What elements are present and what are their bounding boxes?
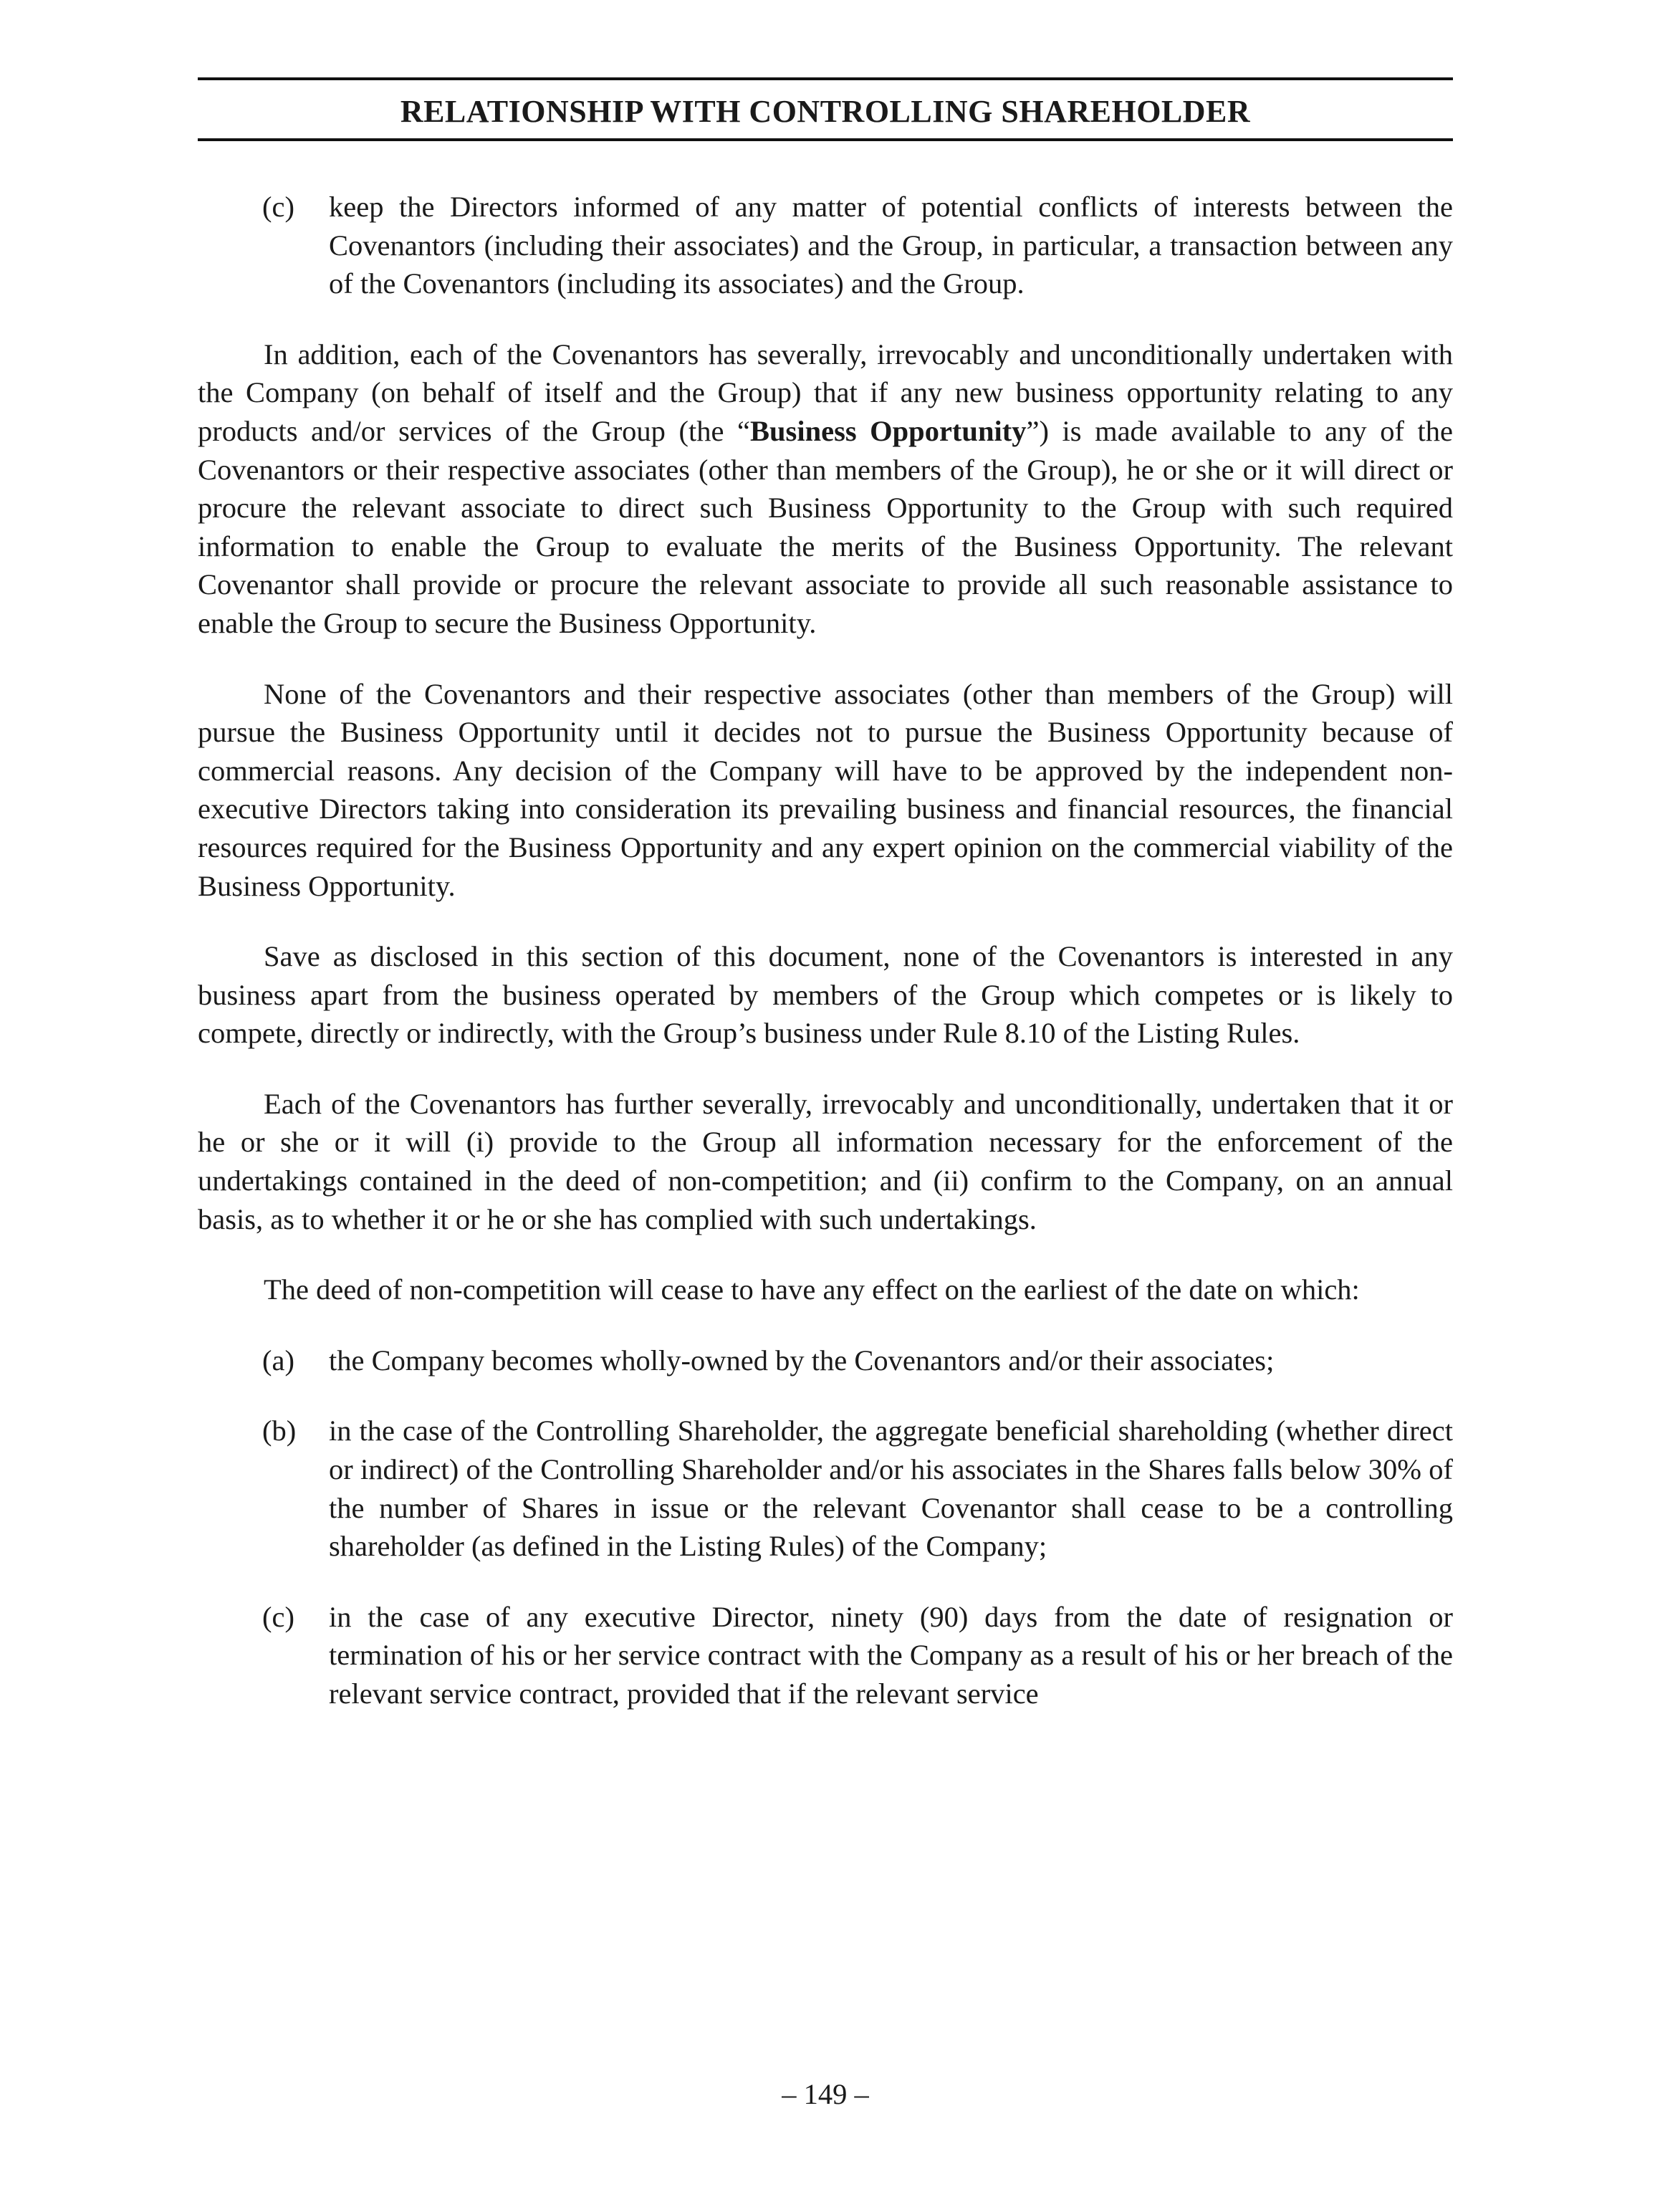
paragraph-text-part: ”) is made available to any of the Covenantors or their respective associates (other than members of the Group), he or she or it will direct or procure the relevant associate to direct such Business Opportunity to the Group with such required information to enable the Group to evaluate the merits of the Business Opportunity. The relevant Covenantor shall provide or procure the relevant associate to provide all such reasonable assistance to enable the Group to secure the Business Opportunity.	[198, 414, 1453, 639]
list-item-label: (c)	[262, 1600, 294, 1633]
list-item-c-continuation	[198, 188, 1453, 303]
document-body	[198, 188, 1453, 1746]
paragraph-further-undertaking: Each of the Covenantors has further severally, irrevocably and unconditionally, undertaken that it or he or she or it will (i) provide to the Group all information necessary for the enforcement of the undertakings contained in the deed of non-competition; and (ii) confirm to the Company, on an annual basis, as to whether it or he or she has complied with such undertakings.	[198, 1087, 1453, 1235]
header-rule-top	[198, 77, 1453, 80]
list-item-c	[198, 1598, 1453, 1713]
list-item-label: (c)	[262, 191, 294, 223]
list-item-b	[198, 1412, 1453, 1565]
paragraph-cessation-intro: The deed of non-competition will cease to have any effect on the earliest of the date on which:	[264, 1273, 1360, 1306]
header-rule-bottom	[198, 138, 1453, 141]
list-item-text: in the case of the Controlling Shareholder, the aggregate beneficial shareholding (whether direct or indirect) of the Controlling Shareholder and/or his associates in the Shares falls below 30% of the number of Shares in issue or the relevant Covenantor shall cease to be a controlling shareholder (as defined in the Listing Rules) of the Company;	[329, 1414, 1453, 1563]
section-heading: RELATIONSHIP WITH CONTROLLING SHAREHOLDER	[400, 94, 1251, 129]
list-item-text: in the case of any executive Director, ninety (90) days from the date of resignation or termination of his or her service contract with the Company as a result of his or her breach of the relevant service contract, provided that if the relevant service	[329, 1600, 1453, 1710]
defined-term-business-opportunity: Business Opportunity	[750, 414, 1027, 447]
page-number: – 149 –	[782, 2078, 869, 2110]
list-item-a	[198, 1341, 1453, 1380]
list-item-label: (a)	[262, 1344, 294, 1376]
list-item-label: (b)	[262, 1414, 297, 1447]
paragraph-business-opportunity-undertaking	[198, 335, 1453, 643]
paragraph-competing-business-disclosure: Save as disclosed in this section of this document, none of the Covenantors is interested in any business apart from the business operated by members of the Group which competes or is likely to compete, directly or indirectly, with the Group’s business under Rule 8.10 of the Listing Rules.	[198, 940, 1453, 1050]
paragraph-pursuit-restriction: None of the Covenantors and their respective associates (other than members of the Group) will pursue the Business Opportunity until it decides not to pursue the Business Opportunity because of commercial reasons. Any decision of the Company will have to be approved by the independent non-executive Directors taking into consideration its prevailing business and financial resources, the financial resources required for the Business Opportunity and any expert opinion on the commercial viability of the Business Opportunity.	[198, 677, 1453, 902]
paragraph-text-part: In addition, each of the Covenantors has severally, irrevocably and unconditionally undertaken with the Company (on behalf of itself and the Group) that if any new business opportunity relating to any products and/or services of the Group (the “	[198, 337, 1453, 447]
list-item-text: keep the Directors informed of any matter of potential conflicts of interests between the Covenantors (including their associates) and the Group, in particular, a transaction between any of the Covenantors (including its associates) and the Group.	[329, 191, 1453, 300]
list-item-text: the Company becomes wholly-owned by the Covenantors and/or their associates;	[329, 1344, 1275, 1376]
